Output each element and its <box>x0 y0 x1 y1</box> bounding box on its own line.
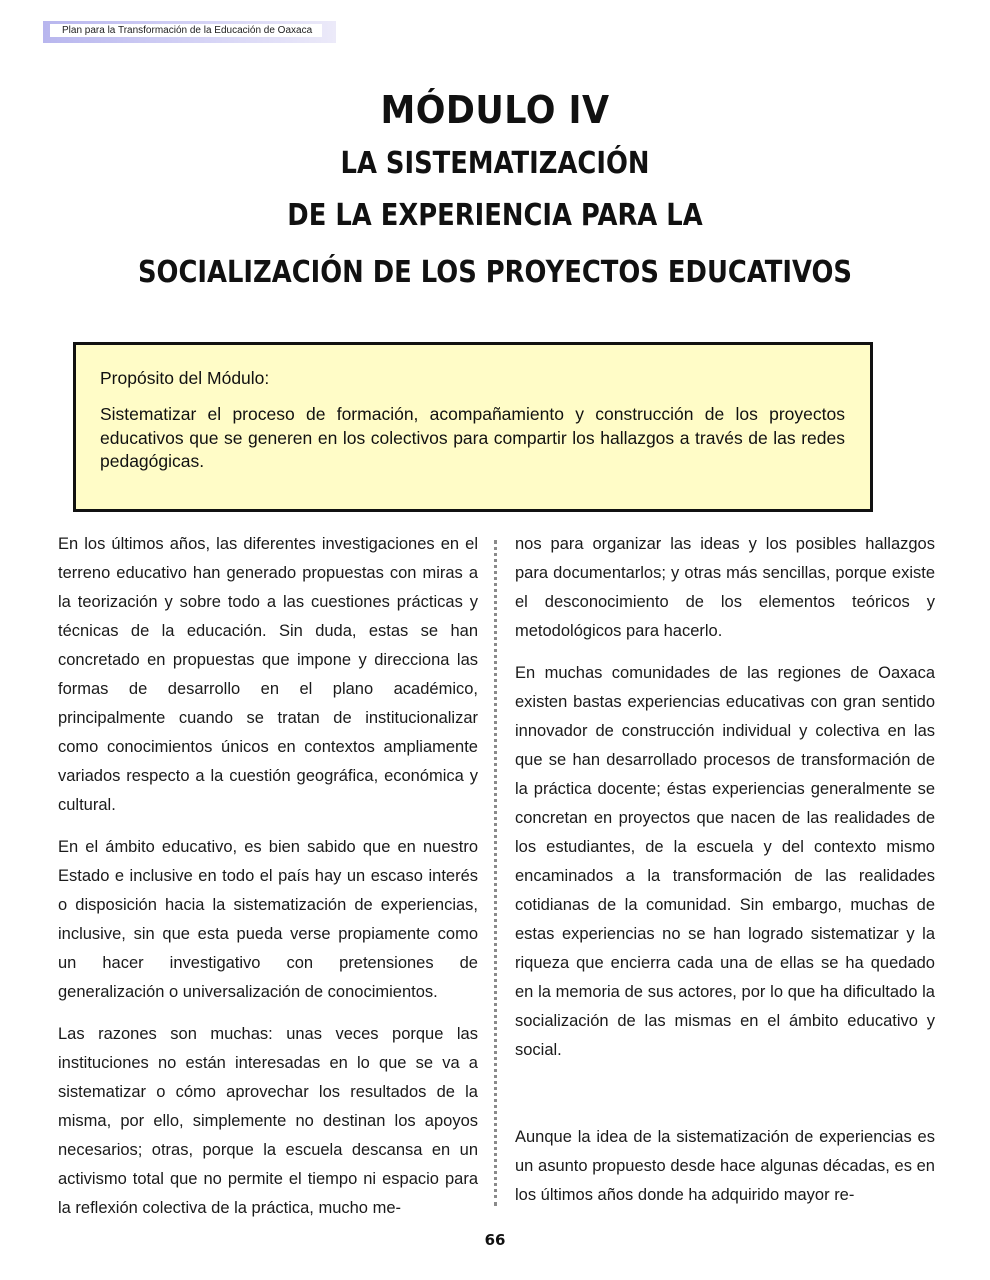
paragraph: nos para organizar las ideas y los posibles hallazgos para documentarlos; y otras más sencillas, porque existe el desconocimiento de los elementos teóricos y metodológicos para hacerlo. <box>515 535 935 640</box>
paragraph: En el ámbito educativo, es bien sabido que en nuestro Estado e inclusive en todo el país hay un escaso interés o disposición hacia la sistematización de experiencias, inclusive, sin que esta pueda verse propiamente como un hacer investigativo con pretensiones de generalización o universalización de conocimientos. <box>58 838 478 1001</box>
left-text-column <box>58 530 478 1236</box>
running-header <box>43 21 336 43</box>
title-line-3: SOCIALIZACIÓN DE LOS PROYECTOS EDUCATIVOS <box>137 255 853 290</box>
paragraph: Las razones son muchas: unas veces porque las instituciones no están interesadas en lo que se va a sistematizar o cómo aprovechar los resultados de la misma, por ello, simplemente no destinan los apoyos necesarios; otras, porque la escuela descansa en un activismo total que no permite el tiempo ni espacio para la reflexión colectiva de la práctica, mucho me- <box>58 1025 478 1217</box>
title-line-2: DE LA EXPERIENCIA PARA LA <box>287 198 703 233</box>
module-purpose-box <box>73 342 873 512</box>
column-divider <box>494 540 497 1206</box>
paragraph: En muchas comunidades de las regiones de Oaxaca existen bastas experiencias educativas con gran sentido innovador de construcción individual y colectiva en las que se han desarrollado procesos de transformación de la práctica docente; éstas experiencias generalmente se concretan en proyectos que nacen de las realidades de los estudiantes, de la escuela y del contexto mismo encaminados a la transformación de las realidades cotidianas de la comunidad. Sin embargo, muchas de estas experiencias no se han logrado sistematizar y la riqueza que encierra cada una de ellas se ha quedado en la memoria de sus actores, por lo que ha dificultado la socialización de las mismas en el ámbito educativo y social. <box>515 664 935 1059</box>
right-text-column <box>515 530 935 1223</box>
purpose-text: Sistematizar el proceso de formación, acompañamiento y construcción de los proyectos educativos que se generen en los colectivos para compartir los hallazgos a través de las redes pedagógicas. <box>100 404 845 471</box>
chapter-title <box>0 82 990 299</box>
running-header-title: Plan para la Transformación de la Educación de Oaxaca <box>50 24 322 37</box>
title-line-1: LA SISTEMATIZACIÓN <box>340 146 650 181</box>
purpose-heading: Propósito del Módulo: <box>100 368 270 388</box>
module-number-heading: MÓDULO IV <box>380 88 610 132</box>
page-number: 66 <box>484 1231 506 1249</box>
paragraph: Aunque la idea de la sistematización de experiencias es un asunto propuesto desde hace algunas décadas, es en los últimos años donde ha adquirido mayor re- <box>515 1128 935 1204</box>
paragraph: En los últimos años, las diferentes investigaciones en el terreno educativo han generado propuestas con miras a la teorización y sobre todo a las cuestiones prácticas y técnicas de la educación. Sin duda, estas se han concretado en propuestas que impone y direcciona las formas de desarrollo en el plano académico, principalmente cuando se tratan de institucionalizar como conocimientos únicos en contextos ampliamente variados respecto a la cuestión geográfica, económica y cultural. <box>58 535 478 814</box>
